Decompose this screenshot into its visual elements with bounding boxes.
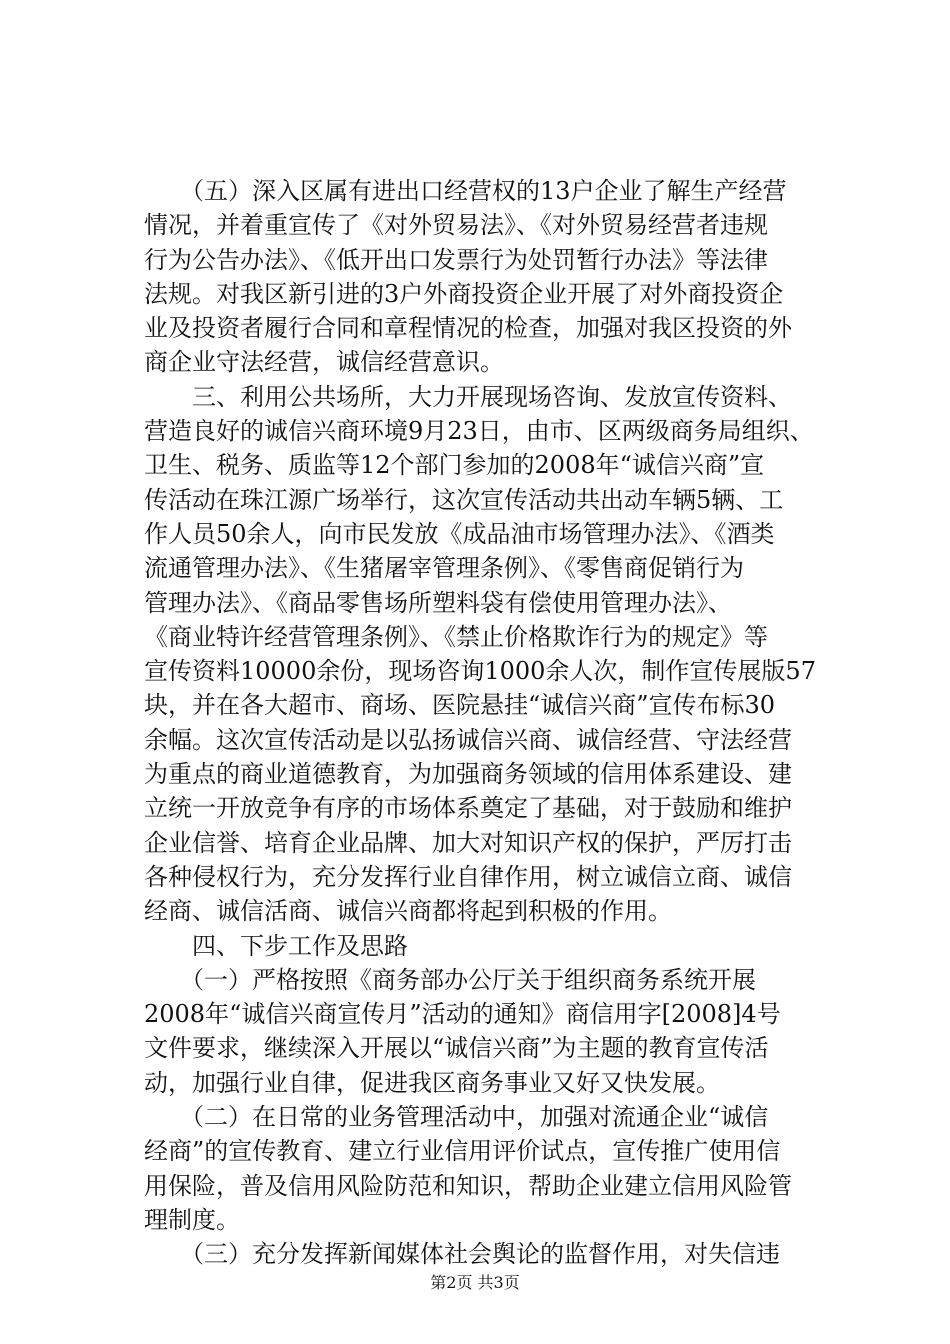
text-line: 动，加强行业自律，促进我区商务事业又好又快发展。 <box>144 1068 720 1097</box>
text-line: 经商、诚信活商、诚信兴商都将起到积极的作用。 <box>144 897 672 926</box>
text-line: 流通管理办法》、《生猪屠宰管理条例》、《零售商促销行为 <box>144 554 744 583</box>
text-line: 法规。对我区新引进的3户外商投资企业开展了对外商投资企 <box>144 279 784 308</box>
text-line: 立统一开放竞争有序的市场体系奠定了基础，对于鼓励和维护 <box>144 794 792 823</box>
text-line: 业及投资者履行合同和章程情况的检查，加强对我区投资的外 <box>144 314 792 343</box>
text-line: （三）充分发挥新闻媒体社会舆论的监督作用，对失信违 <box>144 1240 780 1269</box>
text-line: 块，并在各大超市、商场、医院悬挂“诚信兴商”宣传布标30 <box>144 691 776 720</box>
text-line: 各种侵权行为，充分发挥行业自律作用，树立诚信立商、诚信 <box>144 862 792 891</box>
text-line: 管理办法》、《商品零售场所塑料袋有偿使用管理办法》、 <box>144 588 732 617</box>
text-line: 文件要求，继续深入开展以“诚信兴商”为主题的教育宣传活 <box>144 1034 769 1063</box>
section-heading: 四、下步工作及思路 <box>144 931 408 960</box>
page-number-footer: 第2页 共3页 <box>430 1273 520 1292</box>
text-line: 情况，并着重宣传了《对外贸易法》、《对外贸易经营者违规 <box>144 211 768 240</box>
text-line: （二）在日常的业务管理活动中，加强对流通企业“诚信 <box>144 1103 769 1132</box>
text-line: （一）严格按照《商务部办公厅关于组织商务系统开展 <box>144 965 756 994</box>
text-line: 宣传资料10000余份，现场咨询1000余人次，制作宣传展版57 <box>144 657 816 686</box>
text-line: 三、利用公共场所，大力开展现场咨询、发放宣传资料、 <box>144 382 792 411</box>
text-line: 为重点的商业道德教育，为加强商务领域的信用体系建设、建 <box>144 760 792 789</box>
text-line: 卫生、税务、质监等12个部门参加的2008年“诚信兴商”宣 <box>144 451 765 480</box>
text-line: 经商”的宣传教育、建立行业信用评价试点，宣传推广使用信 <box>144 1137 781 1166</box>
body-text <box>144 174 834 1272</box>
text-line: 用保险，普及信用风险防范和知识，帮助企业建立信用风险管 <box>144 1171 792 1200</box>
text-line: 商企业守法经营，诚信经营意识。 <box>144 348 504 377</box>
text-line: 作人员50余人，向市民发放《成品油市场管理办法》、《酒类 <box>144 519 775 548</box>
text-line: 传活动在珠江源广场举行，这次宣传活动共出动车辆5辆、工 <box>144 485 784 514</box>
text-line: 《商业特许经营管理条例》、《禁止价格欺诈行为的规定》等 <box>144 622 768 651</box>
text-line: 行为公告办法》、《低开出口发票行为处罚暂行办法》等法律 <box>144 245 768 274</box>
text-line: 企业信誉、培育企业品牌、加大对知识产权的保护，严厉打击 <box>144 828 792 857</box>
text-line: 2008年“诚信兴商宣传月”活动的通知》商信用字[2008]4号 <box>144 1000 781 1029</box>
text-line: 理制度。 <box>144 1205 240 1234</box>
text-line: 余幅。这次宣传活动是以弘扬诚信兴商、诚信经营、守法经营 <box>144 725 792 754</box>
text-line: 营造良好的诚信兴商环境9月23日，由市、区两级商务局组织、 <box>144 417 814 446</box>
text-line: （五）深入区属有进出口经营权的13户企业了解生产经营 <box>144 177 787 205</box>
